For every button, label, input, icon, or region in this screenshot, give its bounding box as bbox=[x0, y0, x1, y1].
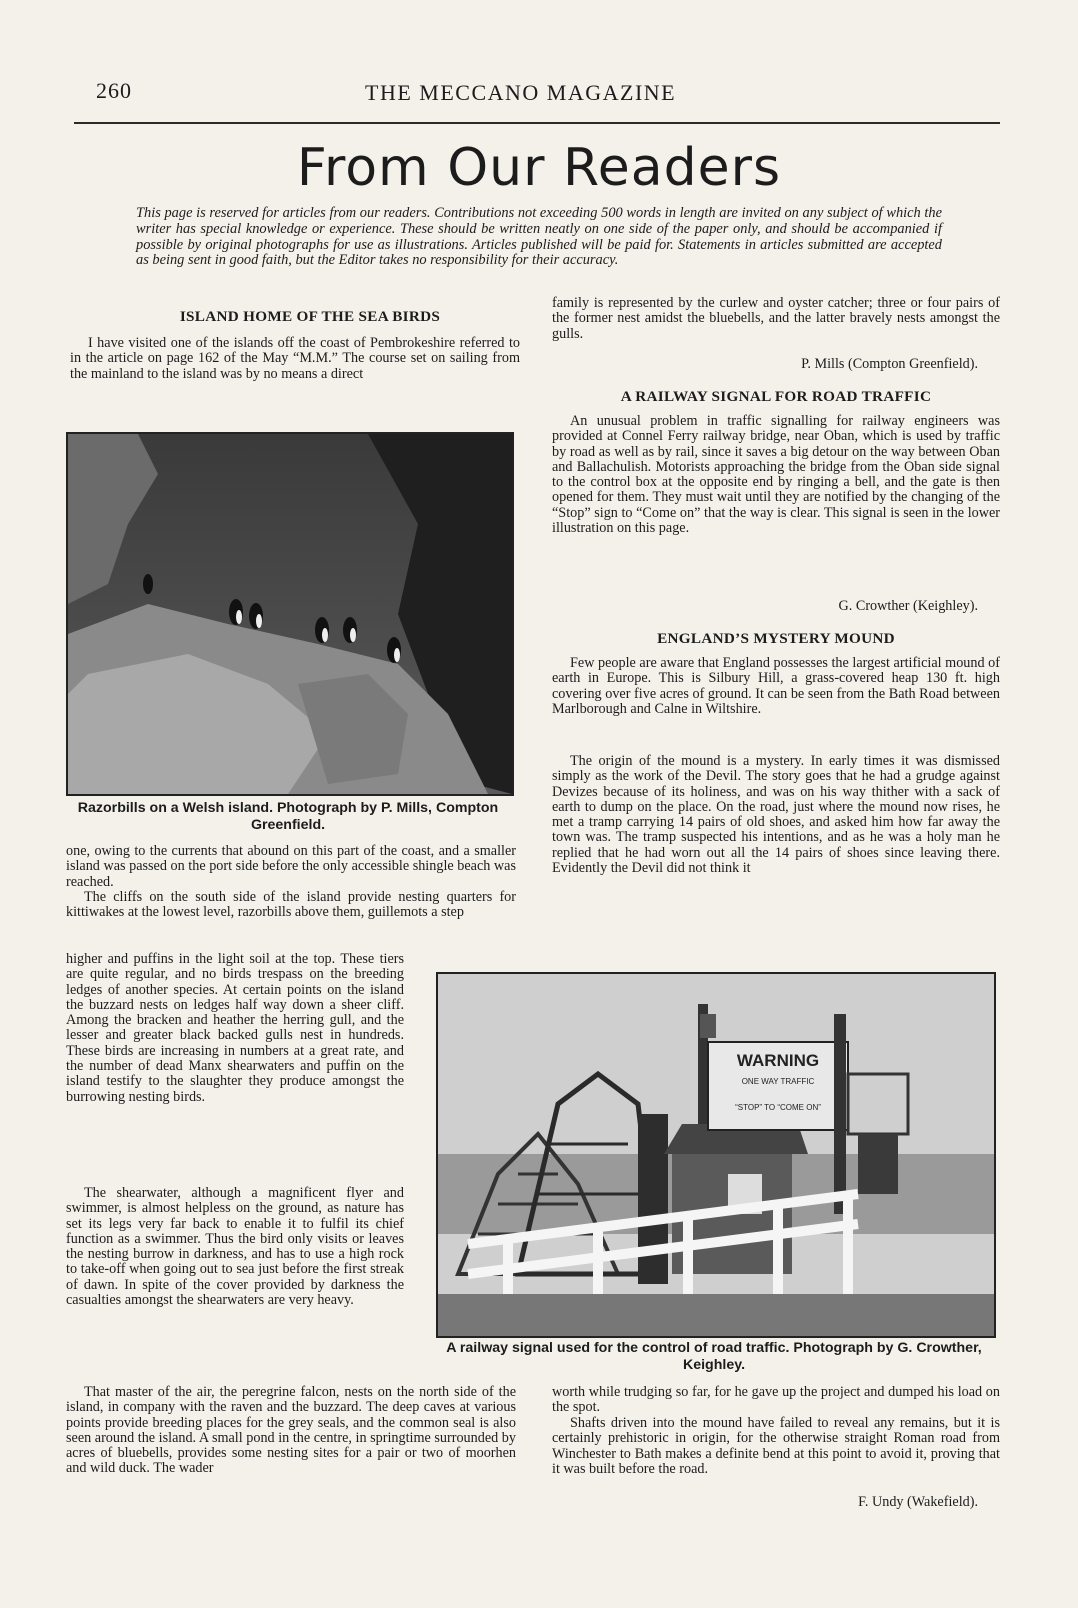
article-paragraph: I have visited one of the islands off the coast of Pembrokeshire referred to in the article on page 162 of the May “M.M.” The course set on sailing from the mainland to the island was by no means a direct bbox=[70, 335, 520, 382]
warning-sign-text: WARNING bbox=[736, 1051, 820, 1070]
article-paragraph: family is represented by the curlew and oyster catcher; three or four pairs of the former nest amidst the bluebells, and the latter bravely nests amongst the gulls. bbox=[552, 295, 1000, 342]
one-way-sign-text: ONE WAY TRAFFIC bbox=[741, 1077, 815, 1086]
article-paragraph: The origin of the mound is a mystery. In early times it was dismissed simply as the work of the Devil. The story goes that he had a grudge against Devizes because of its holiness, and was on his way thither with a sack of earth to dump on the place. On the road, just where the mound now rises, he met a tramp carrying 14 pairs of old shoes, and asked him how far away the town was. The tramp suspected his intentions, and as he was a holy man he replied that he had worn out all the 14 pairs of shoes since leaving there. Evidently the Devil did not think it bbox=[552, 753, 1000, 877]
article-paragraph: An unusual problem in traffic signalling for railway engineers was provided at Connel Ferry railway bridge, near Oban, which is used by traffic by road as well as by rail, since it saves a big detour on the way between Oban and Ballachulish. Motorists approaching the bridge from the Oban side signal to the control box at the opposite end by ringing a bell, and the gate is then opened for them. They must wait until they are notified by the changing of the “Stop” sign to “Come on” that the way is clear. This signal is seen in the lower illustration on this page. bbox=[552, 413, 1000, 537]
railway-signal-photo-image bbox=[438, 974, 994, 1336]
article-signature-crowther: G. Crowther (Keighley). bbox=[838, 598, 978, 614]
article-signature-undy: F. Undy (Wakefield). bbox=[858, 1494, 978, 1510]
article-paragraph: one, owing to the currents that abound on this part of the coast, and a smaller island was passed on the port side before the only accessible shingle beach was reached. bbox=[66, 843, 516, 890]
railway-signal-photo bbox=[436, 972, 996, 1338]
article-paragraph: Shafts driven into the mound have failed to reveal any remains, but it is certainly prehistoric in origin, for the otherwise straight Roman road from Winchester to Bath makes a definite bend at this point to avoid it, proving that it was built before the road. bbox=[552, 1415, 1000, 1477]
article-heading-railway-signal: A RAILWAY SIGNAL FOR ROAD TRAFFIC bbox=[620, 388, 932, 405]
page-title: From Our Readers bbox=[296, 138, 782, 198]
stop-come-on-sign-text: “STOP” TO “COME ON” bbox=[735, 1103, 821, 1112]
article-paragraph: worth while trudging so far, for he gave up the project and dumped his load on the spot. bbox=[552, 1384, 1000, 1416]
article-paragraph: The cliffs on the south side of the island provide nesting quarters for kittiwakes at the lowest level, razorbills above them, guillemots a step bbox=[66, 889, 516, 921]
article-paragraph: That master of the air, the peregrine falcon, nests on the north side of the island, in company with the raven and the buzzard. The deep caves at various points provide breeding places for the grey seals, and the common seal is also seen around the island. A small pond in the centre, in springtime surrounded by acres of bluebells, provides some nesting sites for a pair or two of moorhen and wild duck. The wader bbox=[66, 1384, 516, 1477]
razorbills-photo-caption: Razorbills on a Welsh island. Photograph by P. Mills, Compton Greenfield. bbox=[77, 800, 499, 833]
razorbills-photo bbox=[66, 432, 514, 796]
header-rule bbox=[74, 122, 1000, 124]
article-heading-mystery-mound: ENGLAND’S MYSTERY MOUND bbox=[657, 630, 895, 647]
article-heading-sea-birds: ISLAND HOME OF THE SEA BIRDS bbox=[179, 308, 441, 325]
railway-signal-photo-caption: A railway signal used for the control of road traffic. Photograph by G. Crowther, Keighley. bbox=[446, 1340, 982, 1373]
article-signature-mills: P. Mills (Compton Greenfield). bbox=[801, 356, 978, 372]
razorbills-photo-image bbox=[68, 434, 512, 794]
article-paragraph: The shearwater, although a magnificent flyer and swimmer, is almost helpless on the ground, as nature has set its legs very far back to enable it to fulfil its chief function as a swimmer. Thus the bird only visits or leaves the nesting burrow in darkness, and has to use a high rock to take-off when going out to sea just before the first streak of dawn. In spite of the cover provided by darkness the casualties amongst the shearwaters are very heavy. bbox=[66, 1185, 404, 1309]
article-paragraph: Few people are aware that England possesses the largest artificial mound of earth in Europe. This is Silbury Hill, a grass-covered heap 130 ft. high covering over five acres of ground. It can be seen from the Bath Road between Marlborough and Calne in Wiltshire. bbox=[552, 655, 1000, 717]
intro-note: This page is reserved for articles from our readers. Contributions not exceeding 500 words in length are invited on any subject of which the writer has special knowledge or experience. These should be written neatly on one side of the paper only, and should be accompanied if possible by original photographs for use as illustrations. Articles published will be paid for. Statements in articles submitted are accepted as being sent in good faith, but the Editor takes no responsibility for their accuracy. bbox=[136, 205, 942, 269]
magazine-title: THE MECCANO MAGAZINE bbox=[365, 80, 677, 105]
article-paragraph: higher and puffins in the light soil at the top. These tiers are quite regular, and no birds trespass on the breeding ledges of another species. At certain points on the island the buzzard nests on ledges half way down a sheer cliff. Among the bracken and heather the herring gull, and the lesser and greater black backed gulls nest in hundreds. These birds are increasing in numbers at a great rate, and the number of dead Manx shearwaters and puffin on the island testify to the slaughter they produce amongst the burrowing nesting birds. bbox=[66, 951, 404, 1105]
page-number: 260 bbox=[96, 78, 132, 103]
